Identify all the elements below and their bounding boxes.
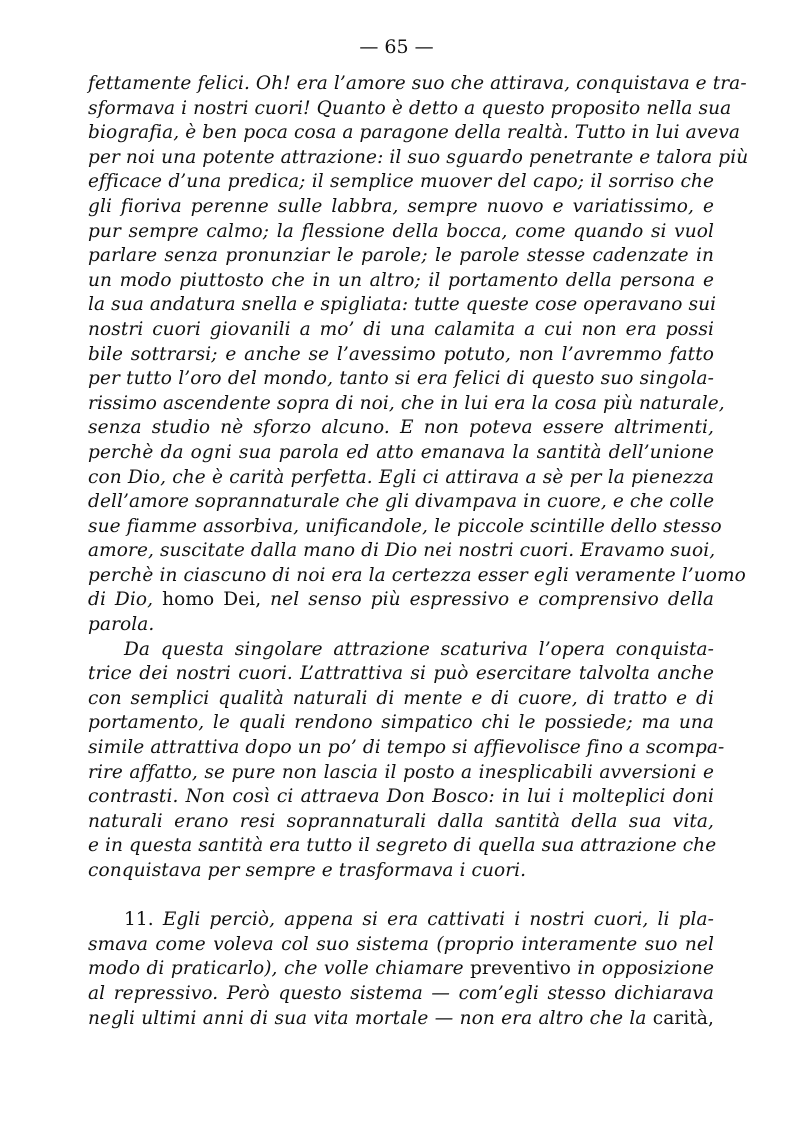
text-line: per noi una potente attrazione: il suo sguardo penetrante e talora più — [88, 146, 749, 168]
section-number: 11. — [124, 909, 154, 931]
text-line: dell’amore soprannaturale che gli divampava in cuore, e che colle — [88, 491, 715, 513]
text-line: senza studio nè sforzo alcuno. E non poteva essere altrimenti, — [88, 417, 714, 439]
text-line: con semplici qualità naturali di mente e di cuore, di tratto e di — [88, 687, 714, 709]
text-line: rissimo ascendente sopra di noi, che in lui era la cosa più naturale, — [88, 392, 725, 414]
text-line: trice dei nostri cuori. L’attrattiva si può esercitare talvolta anche — [88, 663, 714, 685]
term-preventivo: preventivo — [470, 958, 571, 980]
text-line: contrasti. Non così ci attraeva Don Bosco: in lui i molteplici doni — [88, 786, 714, 808]
text-line: e in questa santità era tutto il segreto di quella sua attrazione che — [88, 835, 717, 857]
text-line: parola. — [88, 614, 155, 636]
text-line: la sua andatura snella e spigliata: tutte queste cose operavano sui — [88, 294, 717, 316]
text-line: sformava i nostri cuori! Quanto è detto a questo proposito nella sua — [88, 97, 732, 119]
text-line — [88, 957, 714, 982]
text-line: Da questa singolare attrazione scaturiva l’opera conquista- — [124, 638, 714, 660]
text-line: un modo piuttosto che in un altro; il portamento della persona e — [88, 269, 714, 291]
text-line: per tutto l’oro del mondo, tanto si era felici di questo suo singola- — [88, 368, 714, 390]
text-segment: Egli perciò, appena si era cattivati i nostri cuori, li pla- — [162, 909, 715, 931]
text-line: conquistava per sempre e trasformava i cuori. — [88, 860, 527, 881]
text-segment: negli ultimi anni di sua vita mortale — non era altro che la — [88, 1007, 647, 1029]
text-line — [88, 908, 714, 933]
text-segment: nel senso più espressivo e comprensivo della — [270, 589, 715, 611]
text-line: naturali erano resi soprannaturali dalla santità della sua vita, — [88, 810, 714, 832]
text-line: simile attrattiva dopo un po’ di tempo si affievolisce fino a scompa- — [88, 737, 725, 759]
text-line: biografia, è ben poca cosa a paragone della realtà. Tutto in lui aveva — [88, 122, 741, 144]
text-line: perchè in ciascuno di noi era la certezza esser egli veramente l’uomo — [88, 564, 746, 586]
body-text — [88, 72, 749, 1031]
text-line: efficace d’una predica; il semplice muover del capo; il sorriso che — [88, 171, 714, 193]
text-line: gli fioriva perenne sulle labbra, sempre nuovo e variatissimo, e — [88, 195, 714, 217]
text-line: pur sempre calmo; la flessione della bocca, come quando si vuol — [88, 220, 714, 242]
text-line — [88, 588, 714, 613]
text-line: amore, suscitate dalla mano di Dio nei nostri cuori. Eravamo suoi, — [88, 540, 716, 562]
text-segment: modo di praticarlo), che volle chiamare — [88, 958, 464, 980]
text-line: con Dio, che è carità perfetta. Egli ci attirava a sè per la pienezza — [88, 466, 714, 488]
paragraph-gap — [88, 884, 714, 909]
text-line: perchè da ogni sua parola ed atto emanava la santità dell’unione — [88, 441, 714, 463]
latin-phrase: homo Dei, — [162, 589, 262, 611]
page-number: — 65 — — [359, 36, 434, 58]
text-line: sue fiamme assorbiva, unificandole, le piccole scintille dello stesso — [88, 515, 722, 537]
text-line: portamento, le quali rendono simpatico chi le possiede; ma una — [88, 712, 714, 734]
text-line: rire affatto, se pure non lascia il posto a inesplicabili avversioni e — [88, 761, 714, 783]
term-carita: carità, — [652, 1007, 714, 1029]
text-line: nostri cuori giovanili a mo’ di una calamita a cui non era possi — [88, 318, 714, 340]
text-line: bile sottrarsi; e anche se l’avessimo potuto, non l’avremmo fatto — [88, 343, 714, 365]
text-line: fettamente felici. Oh! era l’amore suo che attirava, conquistava e tra- — [88, 73, 747, 94]
text-line: al repressivo. Però questo sistema — com’egli stesso dichiarava — [88, 982, 714, 1004]
text-line — [88, 1007, 714, 1032]
text-line: smava come voleva col suo sistema (proprio interamente suo nel — [88, 933, 714, 955]
text-segment: in opposizione — [577, 958, 714, 980]
text-segment: di Dio, — [88, 589, 154, 611]
text-line: parlare senza pronunziar le parole; le parole stesse cadenzate in — [88, 245, 714, 267]
